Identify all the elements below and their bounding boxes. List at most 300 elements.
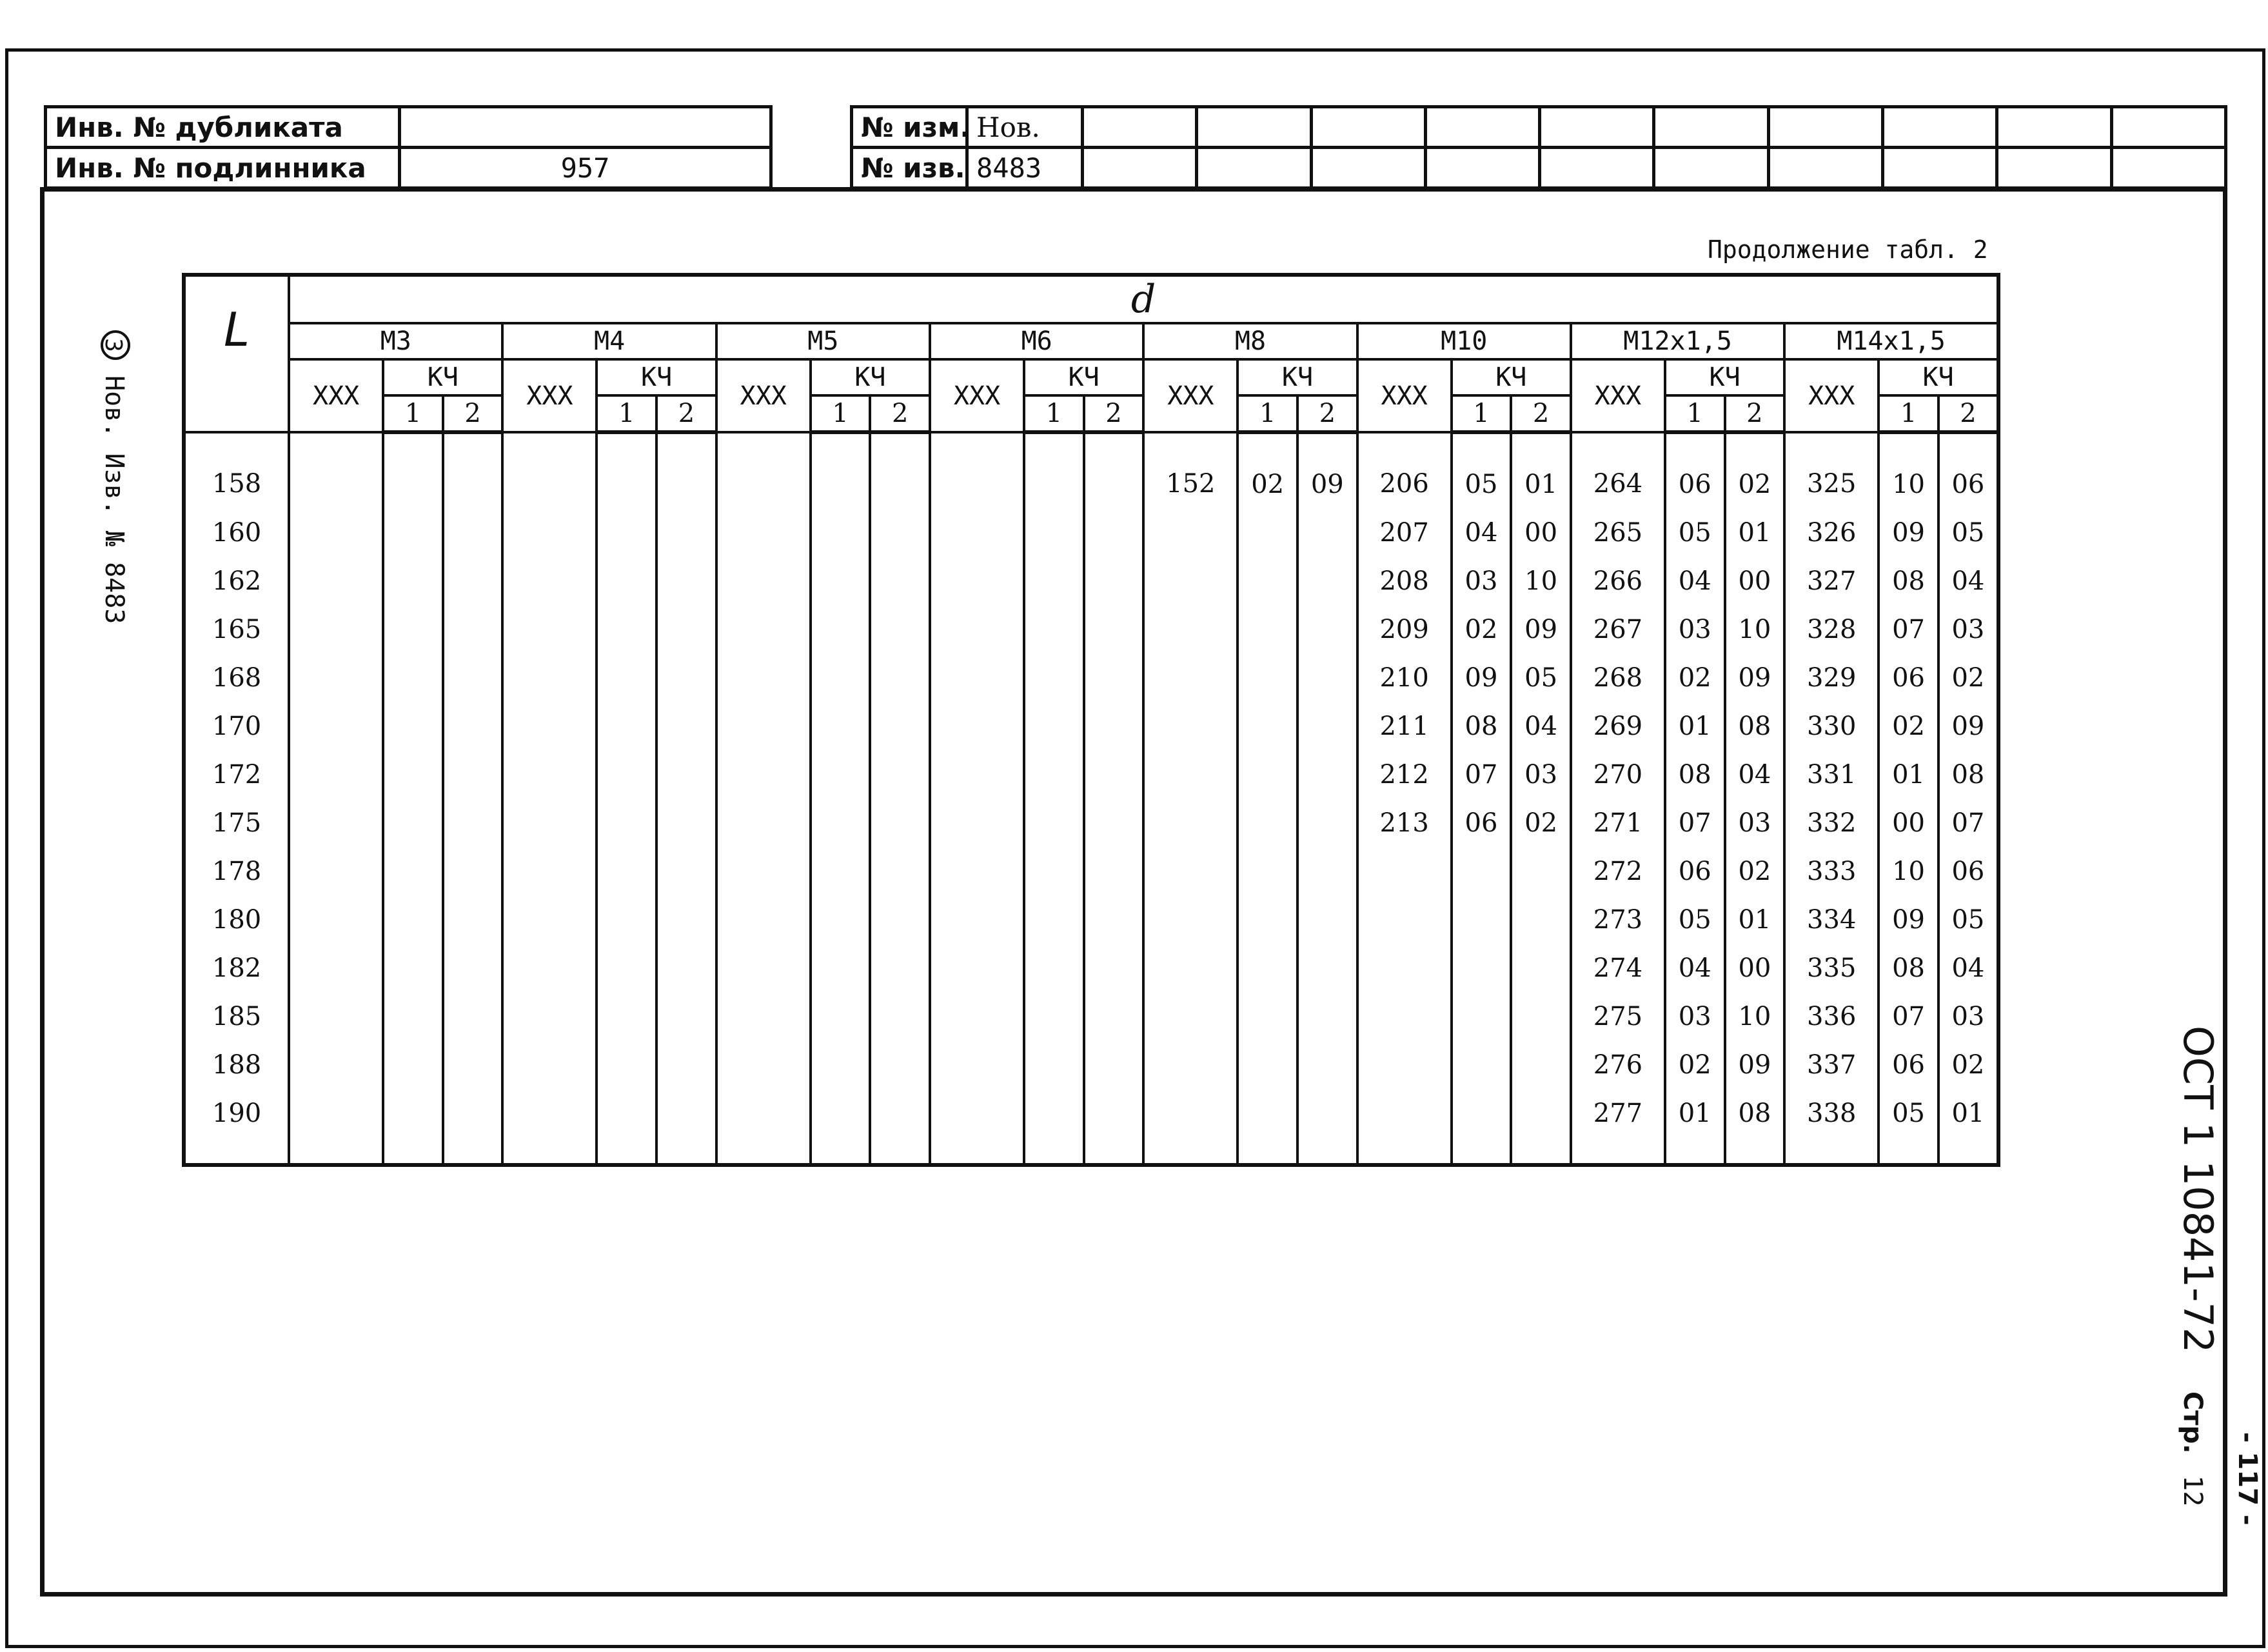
- code-cell: [1357, 1089, 1452, 1165]
- kch-subheader: 1: [1238, 395, 1297, 432]
- code-cell: [811, 653, 871, 702]
- xxx-header: ХХХ: [1784, 359, 1878, 432]
- code-cell: 325: [1784, 432, 1878, 508]
- length-cell: 165: [184, 605, 289, 653]
- code-cell: [502, 750, 597, 799]
- code-cell: 334: [1784, 895, 1878, 944]
- code-cell: [1143, 1040, 1238, 1089]
- code-cell: [1084, 1089, 1144, 1165]
- table-row: [184, 847, 1998, 895]
- kch-header: КЧ: [1452, 359, 1571, 395]
- code-cell: 03: [1665, 605, 1725, 653]
- code-cell: [1297, 895, 1357, 944]
- code-cell: [1084, 799, 1144, 847]
- code-cell: 04: [1452, 508, 1512, 557]
- code-cell: [1024, 847, 1084, 895]
- code-cell: 208: [1357, 557, 1452, 605]
- code-cell: [716, 557, 811, 605]
- code-cell: [1143, 992, 1238, 1040]
- code-cell: 265: [1571, 508, 1665, 557]
- code-cell: [289, 895, 383, 944]
- code-cell: 326: [1784, 508, 1878, 557]
- code-cell: [930, 944, 1024, 992]
- code-cell: 01: [1938, 1089, 1998, 1165]
- code-cell: [870, 992, 930, 1040]
- code-cell: 07: [1938, 799, 1998, 847]
- code-cell: 08: [1725, 1089, 1785, 1165]
- length-cell: 175: [184, 799, 289, 847]
- code-cell: [1238, 992, 1297, 1040]
- revision-stamp: [850, 105, 2227, 190]
- code-cell: [443, 799, 503, 847]
- code-cell: 212: [1357, 750, 1452, 799]
- code-cell: [716, 944, 811, 992]
- code-cell: 05: [1665, 508, 1725, 557]
- code-cell: [502, 847, 597, 895]
- code-cell: 08: [1725, 702, 1785, 750]
- code-cell: [443, 557, 503, 605]
- code-cell: [930, 895, 1024, 944]
- code-cell: [443, 653, 503, 702]
- code-cell: [811, 508, 871, 557]
- code-cell: [870, 702, 930, 750]
- code-cell: [383, 605, 443, 653]
- code-cell: [597, 432, 656, 508]
- size-header: М6: [930, 323, 1143, 359]
- code-cell: [383, 895, 443, 944]
- code-cell: [597, 508, 656, 557]
- code-cell: [656, 944, 716, 992]
- revision-side-text: Нов. Изв. № 8483: [99, 375, 129, 624]
- code-cell: 06: [1665, 432, 1725, 508]
- standard-designation: [2174, 1026, 2228, 1507]
- code-cell: [870, 1089, 930, 1165]
- code-cell: [930, 557, 1024, 605]
- code-cell: [443, 847, 503, 895]
- code-cell: 206: [1357, 432, 1452, 508]
- kch-subheader: 1: [1878, 395, 1938, 432]
- code-cell: [289, 750, 383, 799]
- code-cell: [597, 847, 656, 895]
- code-cell: [502, 508, 597, 557]
- code-cell: [1084, 847, 1144, 895]
- code-cell: [383, 1089, 443, 1165]
- table-row: [184, 508, 1998, 557]
- code-cell: [383, 799, 443, 847]
- kch-header: КЧ: [597, 359, 716, 395]
- code-cell: [289, 944, 383, 992]
- code-cell: [1511, 895, 1571, 944]
- code-cell: [1084, 508, 1144, 557]
- xxx-header: ХХХ: [930, 359, 1024, 432]
- code-cell: [656, 508, 716, 557]
- code-cell: [870, 1040, 930, 1089]
- continuation-caption: Продолжение табл. 2: [1708, 235, 1988, 264]
- code-cell: 272: [1571, 847, 1665, 895]
- code-cell: 03: [1938, 605, 1998, 653]
- size-header: М10: [1357, 323, 1571, 359]
- code-cell: [1024, 605, 1084, 653]
- kch-subheader: 1: [1024, 395, 1084, 432]
- code-cell: [597, 653, 656, 702]
- code-cell: [1297, 944, 1357, 992]
- code-cell: [383, 944, 443, 992]
- code-cell: 336: [1784, 992, 1878, 1040]
- code-cell: 333: [1784, 847, 1878, 895]
- code-cell: 01: [1665, 702, 1725, 750]
- code-cell: [1297, 750, 1357, 799]
- code-cell: [289, 508, 383, 557]
- code-cell: [597, 1040, 656, 1089]
- code-cell: 03: [1725, 799, 1785, 847]
- standard-number: ОСТ 1 10841-72: [2174, 1026, 2227, 1353]
- code-cell: [1511, 847, 1571, 895]
- code-cell: [1024, 895, 1084, 944]
- code-cell: [930, 605, 1024, 653]
- code-cell: [1357, 1040, 1452, 1089]
- code-cell: [383, 847, 443, 895]
- code-cell: 337: [1784, 1040, 1878, 1089]
- code-cell: 04: [1938, 944, 1998, 992]
- code-cell: [289, 605, 383, 653]
- code-cell: [289, 992, 383, 1040]
- code-cell: 06: [1938, 847, 1998, 895]
- size-header: М5: [716, 323, 930, 359]
- code-cell: [1297, 508, 1357, 557]
- code-cell: 10: [1878, 847, 1938, 895]
- kch-header: КЧ: [1024, 359, 1143, 395]
- code-cell: 274: [1571, 944, 1665, 992]
- code-cell: 06: [1665, 847, 1725, 895]
- code-cell: [502, 1089, 597, 1165]
- code-cell: [1024, 1040, 1084, 1089]
- code-cell: [502, 605, 597, 653]
- code-cell: [811, 847, 871, 895]
- code-cell: [1452, 1040, 1512, 1089]
- code-cell: [502, 895, 597, 944]
- page-label: Стр.: [2178, 1391, 2207, 1454]
- code-cell: [1024, 508, 1084, 557]
- code-cell: [1024, 799, 1084, 847]
- code-cell: [1297, 605, 1357, 653]
- code-cell: [1297, 557, 1357, 605]
- kch-header: КЧ: [383, 359, 502, 395]
- code-cell: [1357, 847, 1452, 895]
- table-row: [184, 944, 1998, 992]
- code-cell: [383, 1040, 443, 1089]
- code-cell: [1238, 1089, 1297, 1165]
- table-row: [184, 653, 1998, 702]
- code-cell: [656, 750, 716, 799]
- code-cell: [1297, 653, 1357, 702]
- length-cell: 182: [184, 944, 289, 992]
- code-cell: [383, 557, 443, 605]
- code-cell: 03: [1452, 557, 1512, 605]
- xxx-header: ХХХ: [1357, 359, 1452, 432]
- code-cell: [1452, 944, 1512, 992]
- length-cell: 188: [184, 1040, 289, 1089]
- code-cell: [383, 750, 443, 799]
- code-cell: 06: [1938, 432, 1998, 508]
- code-cell: 207: [1357, 508, 1452, 557]
- code-cell: 328: [1784, 605, 1878, 653]
- code-cell: [656, 1040, 716, 1089]
- xxx-header: ХХХ: [1571, 359, 1665, 432]
- code-cell: 210: [1357, 653, 1452, 702]
- code-cell: [1084, 944, 1144, 992]
- code-cell: 335: [1784, 944, 1878, 992]
- code-cell: 00: [1878, 799, 1938, 847]
- code-cell: 329: [1784, 653, 1878, 702]
- izm-label: № изм.: [852, 107, 967, 148]
- code-cell: [870, 799, 930, 847]
- code-cell: [1238, 799, 1297, 847]
- code-cell: [443, 750, 503, 799]
- code-cell: 01: [1725, 508, 1785, 557]
- code-cell: 02: [1665, 1040, 1725, 1089]
- code-cell: 05: [1938, 895, 1998, 944]
- code-cell: [1084, 653, 1144, 702]
- code-cell: [870, 895, 930, 944]
- code-cell: [443, 605, 503, 653]
- table-row: [184, 702, 1998, 750]
- code-cell: [1143, 944, 1238, 992]
- code-cell: [930, 432, 1024, 508]
- code-cell: [1238, 557, 1297, 605]
- code-cell: [716, 605, 811, 653]
- code-cell: [289, 1089, 383, 1165]
- code-cell: [870, 847, 930, 895]
- code-cell: 09: [1878, 895, 1938, 944]
- code-cell: [1297, 799, 1357, 847]
- code-cell: [1238, 702, 1297, 750]
- code-cell: [597, 750, 656, 799]
- code-cell: 07: [1878, 605, 1938, 653]
- code-cell: [1024, 432, 1084, 508]
- code-cell: [1143, 799, 1238, 847]
- code-cell: [443, 1089, 503, 1165]
- code-cell: [443, 895, 503, 944]
- length-cell: 185: [184, 992, 289, 1040]
- code-cell: 05: [1452, 432, 1512, 508]
- code-cell: 270: [1571, 750, 1665, 799]
- code-cell: [597, 557, 656, 605]
- code-cell: [1511, 1040, 1571, 1089]
- code-cell: [716, 750, 811, 799]
- code-cell: [716, 653, 811, 702]
- code-cell: [502, 557, 597, 605]
- code-cell: [597, 605, 656, 653]
- code-cell: [1297, 847, 1357, 895]
- code-cell: [1084, 992, 1144, 1040]
- code-cell: [870, 508, 930, 557]
- code-cell: 03: [1511, 750, 1571, 799]
- code-cell: [716, 847, 811, 895]
- revision-circle: 3: [101, 330, 130, 360]
- code-cell: 264: [1571, 432, 1665, 508]
- page-number: 12: [2178, 1475, 2207, 1507]
- column-header-d: d: [289, 275, 1998, 323]
- code-cell: 327: [1784, 557, 1878, 605]
- code-cell: [930, 702, 1024, 750]
- code-cell: 05: [1511, 653, 1571, 702]
- code-cell: [656, 653, 716, 702]
- inv-orig-label: Инв. № подлинника: [46, 148, 400, 188]
- code-cell: [930, 653, 1024, 702]
- code-cell: [716, 799, 811, 847]
- code-cell: [1452, 895, 1512, 944]
- code-cell: 267: [1571, 605, 1665, 653]
- code-cell: [289, 653, 383, 702]
- sheet-number-box: [2230, 1419, 2268, 1548]
- code-cell: 05: [1938, 508, 1998, 557]
- kch-header: КЧ: [1238, 359, 1357, 395]
- code-cell: [383, 992, 443, 1040]
- length-cell: 160: [184, 508, 289, 557]
- length-cell: 168: [184, 653, 289, 702]
- code-cell: [811, 557, 871, 605]
- code-cell: [443, 1040, 503, 1089]
- code-cell: 04: [1938, 557, 1998, 605]
- code-cell: 02: [1511, 799, 1571, 847]
- code-cell: [1297, 1089, 1357, 1165]
- code-cell: [930, 1089, 1024, 1165]
- code-cell: 211: [1357, 702, 1452, 750]
- code-cell: [656, 432, 716, 508]
- code-cell: [443, 992, 503, 1040]
- code-cell: [811, 605, 871, 653]
- code-cell: 06: [1878, 653, 1938, 702]
- code-cell: [870, 750, 930, 799]
- code-cell: 00: [1725, 557, 1785, 605]
- code-cell: [1357, 895, 1452, 944]
- inv-orig-value: 957: [400, 148, 771, 188]
- code-cell: [502, 653, 597, 702]
- kch-subheader: 2: [656, 395, 716, 432]
- code-cell: [716, 1040, 811, 1089]
- code-cell: 07: [1452, 750, 1512, 799]
- thread-size-table: [182, 273, 2000, 1167]
- code-cell: 09: [1725, 1040, 1785, 1089]
- code-cell: 02: [1938, 653, 1998, 702]
- code-cell: 05: [1878, 1089, 1938, 1165]
- code-cell: 04: [1511, 702, 1571, 750]
- code-cell: [656, 1089, 716, 1165]
- code-cell: [502, 432, 597, 508]
- code-cell: 10: [1511, 557, 1571, 605]
- code-cell: [1024, 992, 1084, 1040]
- code-cell: [1143, 895, 1238, 944]
- code-cell: [1452, 847, 1512, 895]
- code-cell: 00: [1725, 944, 1785, 992]
- size-header: М8: [1143, 323, 1357, 359]
- code-cell: [1143, 508, 1238, 557]
- table-row: [184, 799, 1998, 847]
- code-cell: [289, 799, 383, 847]
- table-row: [184, 1089, 1998, 1165]
- code-cell: [811, 944, 871, 992]
- column-header-L: L: [184, 275, 289, 432]
- code-cell: 02: [1725, 847, 1785, 895]
- length-cell: 178: [184, 847, 289, 895]
- code-cell: [289, 557, 383, 605]
- length-cell: 162: [184, 557, 289, 605]
- kch-subheader: 1: [1452, 395, 1512, 432]
- code-cell: [1297, 702, 1357, 750]
- code-cell: [1084, 750, 1144, 799]
- code-cell: [656, 799, 716, 847]
- table-row: [184, 557, 1998, 605]
- length-cell: 170: [184, 702, 289, 750]
- code-cell: [1084, 432, 1144, 508]
- code-cell: 213: [1357, 799, 1452, 847]
- code-cell: [1024, 702, 1084, 750]
- code-cell: [597, 702, 656, 750]
- table-row: [184, 750, 1998, 799]
- code-cell: [1238, 750, 1297, 799]
- code-cell: [656, 605, 716, 653]
- code-cell: 275: [1571, 992, 1665, 1040]
- code-cell: [502, 992, 597, 1040]
- kch-subheader: 1: [811, 395, 871, 432]
- code-cell: 01: [1511, 432, 1571, 508]
- code-cell: [656, 992, 716, 1040]
- code-cell: [716, 508, 811, 557]
- code-cell: [1238, 1040, 1297, 1089]
- size-header: М12х1,5: [1571, 323, 1784, 359]
- xxx-header: ХХХ: [716, 359, 811, 432]
- code-cell: [1024, 750, 1084, 799]
- kch-header: КЧ: [1878, 359, 1998, 395]
- code-cell: [811, 702, 871, 750]
- code-cell: [289, 432, 383, 508]
- code-cell: 01: [1665, 1089, 1725, 1165]
- kch-subheader: 2: [1938, 395, 1998, 432]
- code-cell: 05: [1665, 895, 1725, 944]
- izv-label: № изв.: [852, 148, 967, 188]
- code-cell: [656, 557, 716, 605]
- code-cell: [1357, 992, 1452, 1040]
- code-cell: [930, 508, 1024, 557]
- table-row: [184, 992, 1998, 1040]
- code-cell: 269: [1571, 702, 1665, 750]
- length-cell: 172: [184, 750, 289, 799]
- code-cell: [383, 432, 443, 508]
- code-cell: [597, 944, 656, 992]
- code-cell: [870, 432, 930, 508]
- code-cell: 02: [1238, 432, 1297, 508]
- code-cell: [1511, 944, 1571, 992]
- code-cell: [716, 992, 811, 1040]
- code-cell: [502, 1040, 597, 1089]
- izm-value: Нов.: [967, 107, 1083, 148]
- code-cell: [1452, 1089, 1512, 1165]
- code-cell: [502, 702, 597, 750]
- code-cell: 04: [1725, 750, 1785, 799]
- code-cell: 152: [1143, 432, 1238, 508]
- code-cell: [443, 508, 503, 557]
- code-cell: [597, 895, 656, 944]
- code-cell: 02: [1725, 432, 1785, 508]
- length-cell: 158: [184, 432, 289, 508]
- code-cell: [1238, 944, 1297, 992]
- kch-subheader: 1: [597, 395, 656, 432]
- table-row: [184, 605, 1998, 653]
- code-cell: 09: [1511, 605, 1571, 653]
- code-cell: 331: [1784, 750, 1878, 799]
- code-cell: [1084, 1040, 1144, 1089]
- code-cell: 01: [1878, 750, 1938, 799]
